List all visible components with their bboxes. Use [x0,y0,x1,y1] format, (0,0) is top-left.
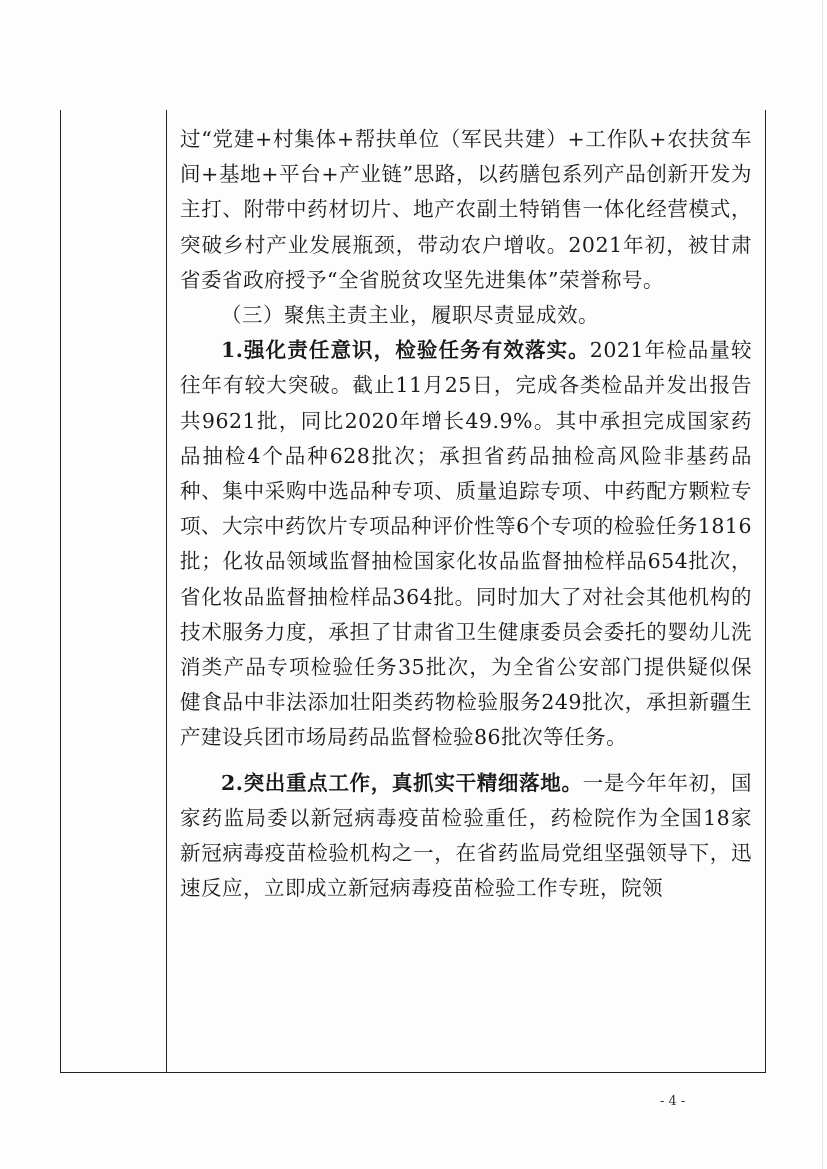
table-column-divider [166,110,167,1073]
scan-edge [822,0,823,1169]
item-1-text: 2021年检品量较往年有较大突破。截止11月25日，完成各类检品并发出报告共9621批，同比2020年增长49.9%。其中承担完成国家药品抽检4个品种628批次；承担省药品抽检高风险非基药品种、集中采购中选品种专项、质量追踪专项、中药配方颗粒专项、大宗中药饮片专项品种评价性等6个专项的检验任务1816批；化妆品领域监督抽检国家化妆品监督抽检样品654批次，省化妆品监督抽检样品364批。同时加大了对社会其他机构的技术服务力度，承担了甘肃省卫生健康委员会委托的婴幼儿洗消类产品专项检验任务35批次，为全省公安部门提供疑似保健食品中非法添加壮阳类药物检验服务249批次，承担新疆生产建设兵团市场局药品监督检验86批次等任务。 [180,338,753,750]
item-1-paragraph [180,333,752,755]
document-body [180,122,752,906]
item-1-title: 1.强化责任意识，检验任务有效落实。 [221,338,590,363]
paragraph-continued: 过“党建+村集体+帮扶单位（军民共建）+工作队+农扶贫车间+基地+平台+产业链”思路，以药膳包系列产品创新开发为主打、附带中药材切片、地产农副土特销售一体化经营模式，突破乡村产业发展瓶颈，带动农户增收。2021年初，被甘肃省委省政府授予“全省脱贫攻坚先进集体”荣誉称号。 [180,127,752,292]
item-2-paragraph [180,766,752,907]
page-number: - 4 - [660,1094,686,1109]
item-2-text: 一是今年年初，国家药监局委以新冠病毒疫苗检验重任，药检院作为全国18家新冠病毒疫苗检验机构之一，在省药监局党组坚强领导下，迅速反应，立即成立新冠病毒疫苗检验工作专班，院领 [180,770,752,901]
item-2-title: 2.突出重点工作，真抓实干精细落地。 [221,770,583,795]
section-heading: （三）聚焦主责主业，履职尽责显成效。 [221,303,599,328]
